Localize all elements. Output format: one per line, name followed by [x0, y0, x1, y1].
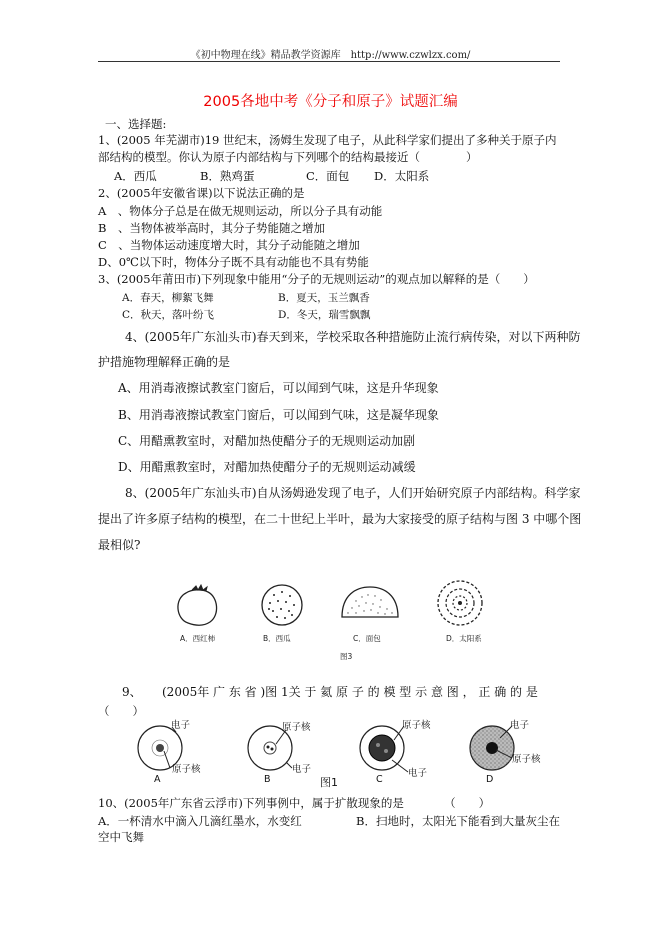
tomato-model-icon	[178, 585, 217, 625]
fig1-a-electron-label: 电子	[171, 720, 191, 731]
q1-option-a: A．西瓜	[114, 169, 157, 183]
fig1-c-electron-label: 电子	[408, 768, 428, 779]
q1-option-d: D．太阳系	[374, 169, 430, 183]
q2-option-a: A 、物体分子总是在做无规则运动，所以分子具有动能	[98, 204, 383, 218]
q3-option-a: A．春天，柳絮飞舞	[122, 292, 214, 304]
q8-line2: 提出了许多原子结构的模型，在二十世纪上半叶，最为大家接受的原子结构与图 3 中哪个图	[98, 512, 582, 526]
fig1-caption: 图1	[320, 776, 338, 789]
page-title: 2005各地中考《分子和原子》试题汇编	[203, 94, 458, 110]
fig1-b-letter: B	[264, 774, 271, 785]
solar-system-model-icon	[438, 581, 482, 625]
helium-model-c-icon	[360, 726, 408, 772]
fig3-label-d: D．太阳系	[446, 634, 482, 643]
q10-option-b: B．扫地时，太阳光下能看到大量灰尘在	[356, 814, 560, 828]
fig1-a-letter: A	[154, 774, 161, 785]
q1-option-c: C．面包	[306, 169, 350, 183]
fig1-b-electron-label: 电子	[292, 764, 312, 775]
q4-option-d: D、用醋熏教室时，对醋加热使醋分子的无规则运动减缓	[118, 460, 416, 474]
q8-line1: 8、(2005年广东汕头市)自从汤姆逊发现了电子，人们开始研究原子内部结构。科学家	[125, 486, 581, 500]
q4-option-b: B、用消毒液擦试教室门窗后，可以闻到气味，这是凝华现象	[118, 408, 439, 422]
watermelon-model-icon	[262, 585, 302, 625]
q4-option-a: A、用消毒液擦试教室门窗后，可以闻到气味，这是升华现象	[118, 381, 439, 395]
fig3-label-a: A．西红柿	[180, 634, 216, 643]
q3-option-c: C．秋天，落叶纷飞	[122, 309, 215, 321]
q2-option-c: C 、当物体运动速度增大时，其分子动能随之增加	[98, 238, 360, 252]
q9-number: 9、	[122, 685, 142, 699]
fig3-label-c: C．面包	[353, 634, 381, 643]
fig1-d-electron-label: 电子	[510, 720, 530, 731]
helium-model-d-icon	[470, 726, 514, 770]
section-heading: 一、选择题:	[105, 117, 167, 131]
fig1-d-nucleus-label: 原子核	[512, 754, 541, 765]
q4-line1: 4、(2005年广东汕头市)春天到来，学校采取各种措施防止流行病传染，对以下两种防	[125, 330, 581, 344]
q10-option-b-cont: 空中飞舞	[98, 830, 144, 844]
header-divider	[98, 61, 560, 62]
fig3-label-b: B．西瓜	[263, 634, 291, 643]
q4-line2: 护措施物理解释正确的是	[98, 355, 231, 369]
fig1-d-letter: D	[486, 774, 494, 785]
fig1-b-nucleus-label: 原子核	[282, 722, 311, 733]
q9-answer-paren: （ ）	[98, 704, 144, 718]
fig3-caption: 图3	[340, 652, 353, 661]
bread-model-icon	[342, 587, 398, 617]
q1-option-b: B．熟鸡蛋	[200, 169, 255, 183]
q10-stem: 10、(2005年广东省云浮市)下列事例中，属于扩散现象的是 （ ）	[98, 796, 491, 810]
q2-option-d: D、0℃以下时，物体分子既不具有动能也不具有势能	[98, 255, 369, 269]
q8-line3: 最相似?	[98, 538, 141, 552]
q2-stem: 2、(2005年安徽省课)以下说法正确的是	[98, 186, 305, 200]
figure-3	[170, 565, 500, 665]
q2-option-b: B 、当物体被举高时，其分子势能随之增加	[98, 221, 325, 235]
fig1-c-nucleus-label: 原子核	[402, 720, 431, 731]
q3-option-b: B．夏天，玉兰飘香	[278, 292, 370, 304]
q4-option-c: C、用醋熏教室时，对醋加热使醋分子的无规则运动加剧	[118, 434, 416, 448]
q1-line2: 部结构的模型。你认为原子内部结构与下列哪个的结构最接近（ ）	[98, 150, 478, 164]
q10-option-a: A．一杯清水中滴入几滴红墨水，水变红	[98, 814, 302, 828]
fig1-a-nucleus-label: 原子核	[172, 764, 201, 775]
fig1-c-letter: C	[376, 774, 383, 785]
q9-text: (2005年 广 东 省 )图 1关 于 氦 原 子 的 模 型 示 意 图 ， 正 确 的 是	[162, 685, 538, 699]
q3-option-d: D．冬天，瑞雪飘飘	[278, 309, 371, 321]
figure-1	[130, 718, 550, 792]
page-header: 《初中物理在线》精品教学资源库 http://www.czwlzx.com/	[190, 50, 471, 61]
q1-line1: 1、(2005 年芜湖市)19 世纪末，汤姆生发现了电子，从此科学家们提出了多种关于原子内	[98, 133, 557, 147]
q3-stem: 3、(2005年莆田市)下列现象中能用“分子的无规则运动”的观点加以解释的是（ ）	[98, 272, 535, 286]
